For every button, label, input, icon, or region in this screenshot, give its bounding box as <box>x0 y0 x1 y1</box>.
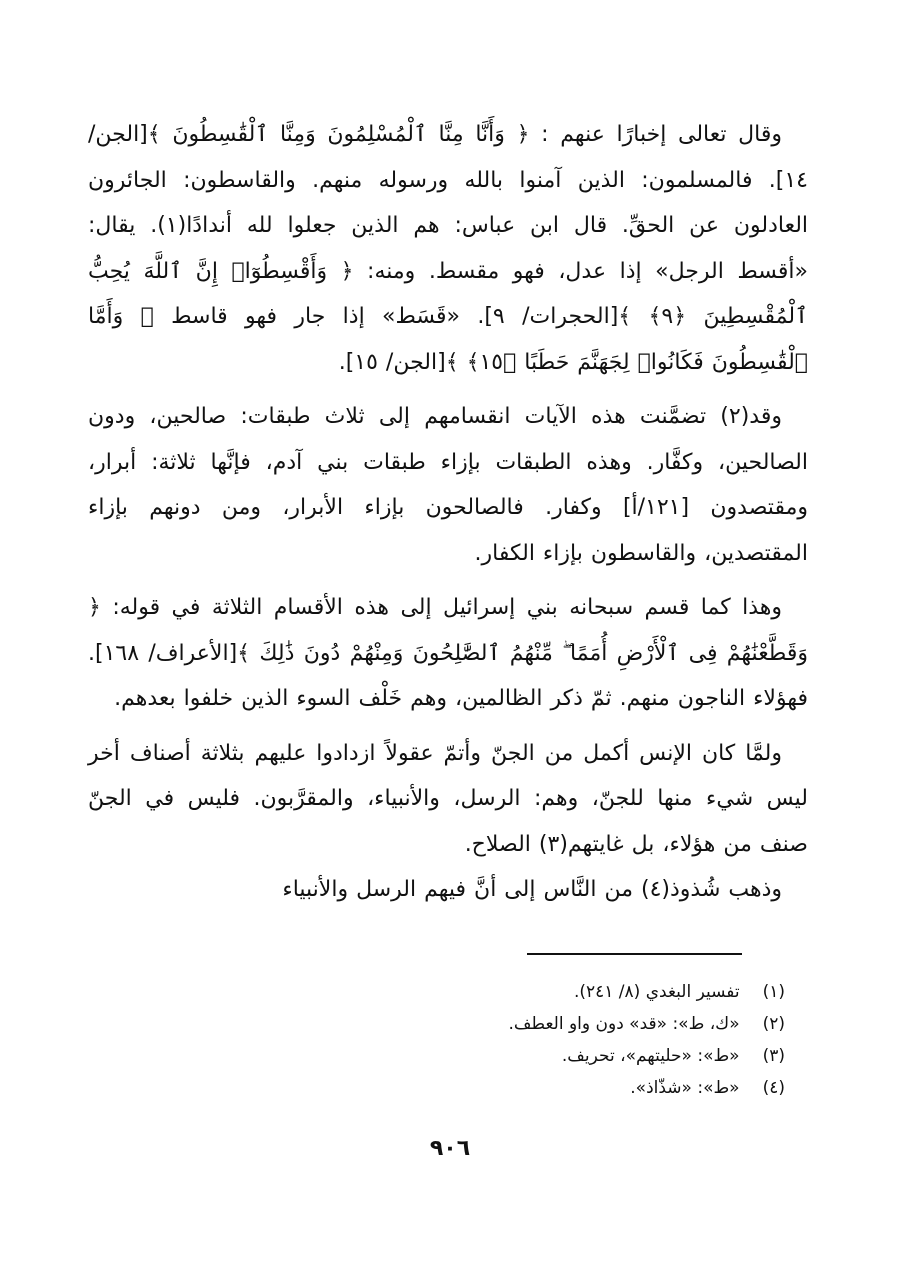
page-number: ٩٠٦ <box>429 1136 471 1161</box>
footnote-3 <box>300 1040 785 1072</box>
footnote-2 <box>300 1008 785 1040</box>
footnotes <box>300 976 785 1104</box>
footnote-number: (١) <box>762 982 785 1002</box>
footnote-text: «ط»: «شذّاذ». <box>630 1078 740 1098</box>
footnote-text: «ط»: «حليتهم»، تحريف. <box>561 1046 740 1066</box>
paragraph-5: وذهب شُذوذ(٤) من النَّاس إلى أنَّ فيهم الرسل والأنبياء <box>282 877 782 902</box>
paragraph-4: ولمَّا كان الإنس أكمل من الجنّ وأتمّ عقولاً ازدادوا عليهم بثلاثة أصناف أخر ليس شيء منها للجنّ، وهم: الرسل، والأنبياء، والمقرَّبون. فليس في الجنّ صنف من هؤلاء، بل غايتهم(٣) الصلاح. <box>88 740 808 857</box>
footnote-text: «ك، ط»: «قد» دون واو العطف. <box>508 1014 740 1034</box>
paragraph-2: وقد(٢) تضمَّنت هذه الآيات انقسامهم إلى ثلاث طبقات: صالحين، ودون الصالحين، وكفَّار. وهذه الطبقات بإزاء طبقات بني آدم، فإنَّها ثلاثة: أبرار، ومقتصدون [١٢١/أ] وكفار. فالصالحون بإزاء الأبرار، ومن دونهم بإزاء المقتصدين، والقاسطون بإزاء الكفار. <box>88 404 808 566</box>
main-text <box>88 112 808 913</box>
footnote-number: (٤) <box>762 1078 785 1098</box>
footnote-text: تفسير البغدي (٨/ ٢٤١). <box>573 982 740 1002</box>
footnote-1 <box>300 976 785 1008</box>
footnote-number: (٣) <box>762 1046 785 1066</box>
footnote-number: (٢) <box>762 1014 785 1034</box>
paragraph-1: وقال تعالى إخبارًا عنهم : ﴿ وَأَنَّا مِنَّا ٱلْمُسْلِمُونَ وَمِنَّا ٱلْقَٰسِطُونَ ﴾[الجن/ ١٤]. فالمسلمون: الذين آمنوا بالله ورسوله منهم. والقاسطون: الجائرون العادلون عن الحقِّ. قال ابن عباس: هم الذين جعلوا لله أندادًا(١). يقال: «أقسط الرجل» إذا عدل، فهو مقسط. ومنه: ﴿ وَأَقْسِطُوٓا۟ إِنَّ ٱللَّهَ يُحِبُّ ٱلْمُقْسِطِينَ ﴿٩﴾ ﴾[الحجرات/ ٩]. «قَسَط» إذا جار فهو قاسط ﴿ وَأَمَّا ٱلْقَٰسِطُونَ فَكَانُوا۟ لِجَهَنَّمَ حَطَبًا ﴿١٥﴾ ﴾[الجن/ ١٥]. <box>88 122 809 375</box>
footnote-separator <box>527 953 742 955</box>
footnote-4 <box>300 1072 785 1104</box>
paragraph-3: وهذا كما قسم سبحانه بني إسرائيل إلى هذه الأقسام الثلاثة في قوله: ﴿ وَقَطَّعْنَٰهُمْ فِى ٱلْأَرْضِ أُمَمًا ۖ مِّنْهُمُ ٱلصَّٰلِحُونَ وَمِنْهُمْ دُونَ ذَٰلِكَ ﴾[الأعراف/ ١٦٨]. فهؤلاء الناجون منهم. ثمّ ذكر الظالمين، وهم خَلْف السوء الذين خلفوا بعدهم. <box>88 595 808 711</box>
